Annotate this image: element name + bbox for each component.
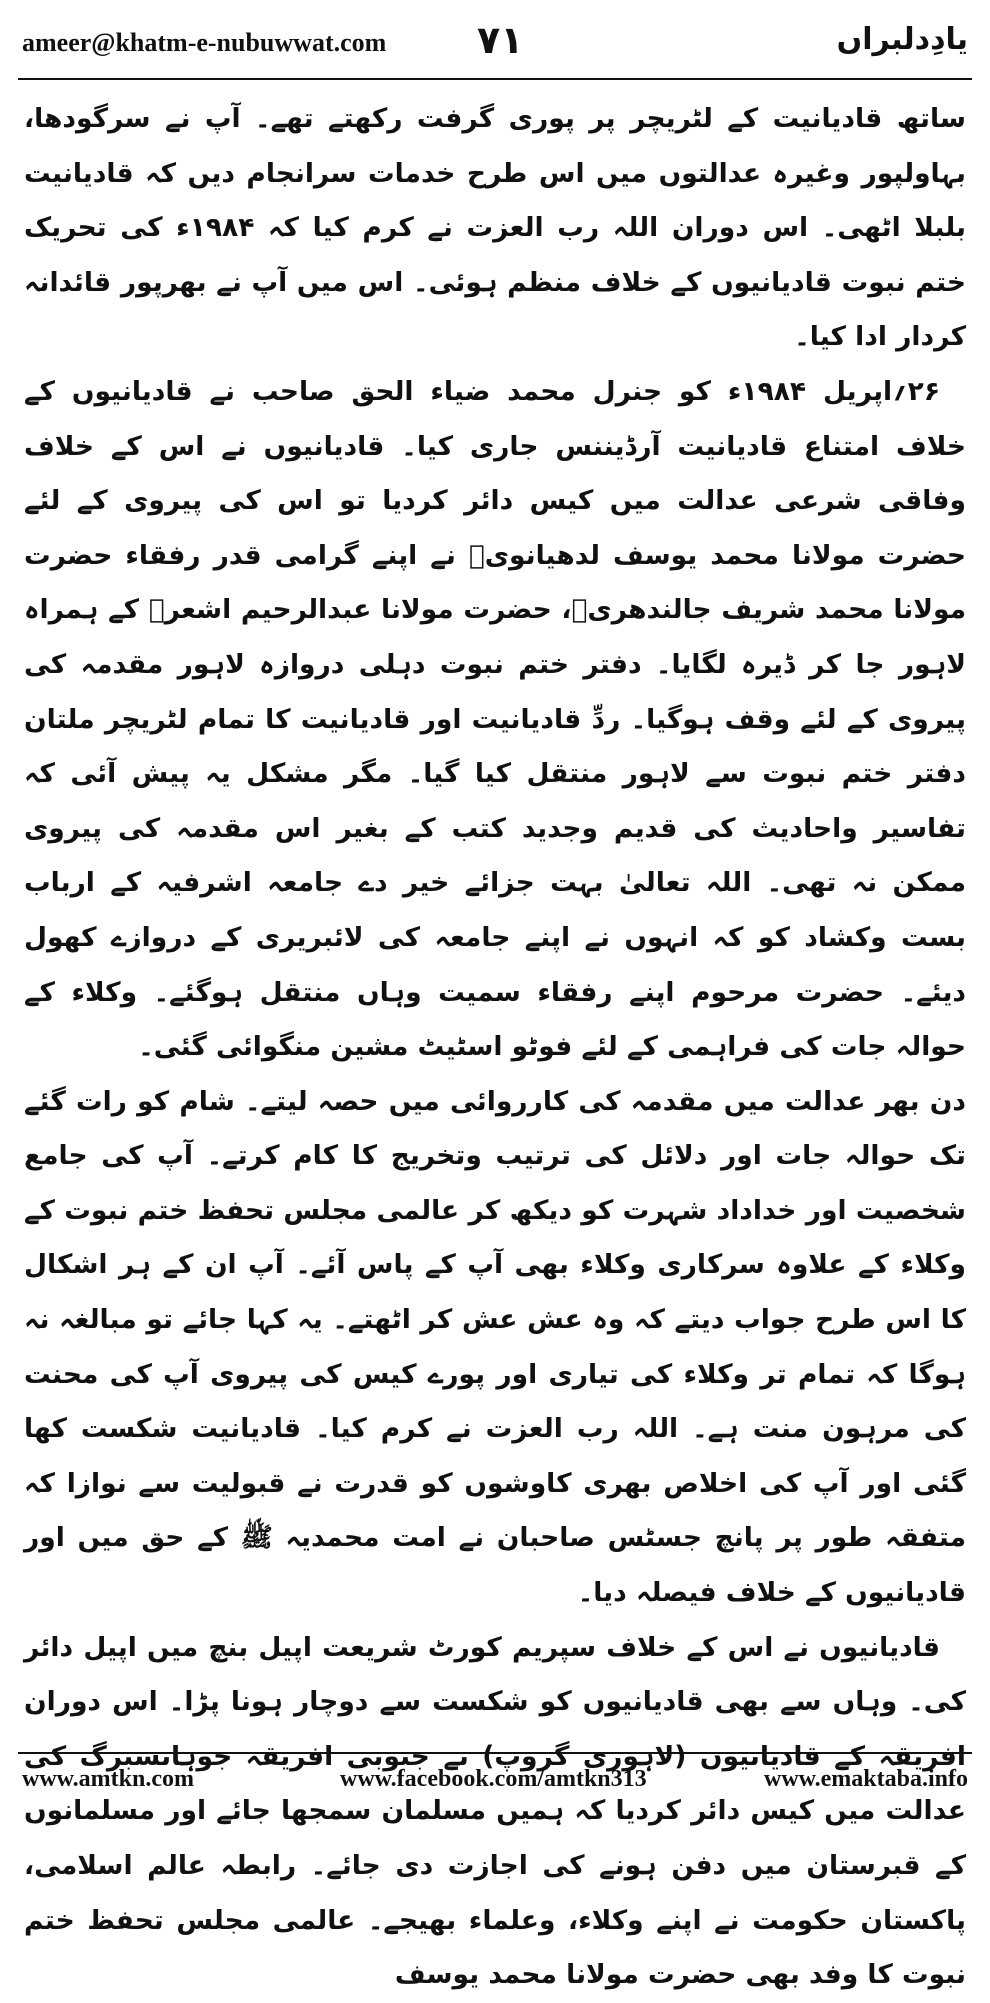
footer-url-center: www.facebook.com/amtkn313 [340, 1766, 647, 1792]
page-footer [22, 1764, 968, 1804]
header-divider [18, 78, 972, 80]
paragraph-1: ساتھ قادیانیت کے لٹریچر پر پوری گرفت رکھتے تھے۔ آپ نے سرگودھا، بہاولپور وغیرہ عدالتوں میں اس طرح خدمات سرانجام دیں کہ قادیانیت بلبلا اٹھی۔ اس دوران اللہ رب العزت نے کرم کیا کہ ۱۹۸۴ء کی تحریک ختم نبوت قادیانیوں کے خلاف منظم ہوئی۔ اس میں آپ نے بھرپور قائدانہ کردار ادا کیا۔ [24, 103, 966, 353]
paragraph-4: قادیانیوں نے اس کے خلاف سپریم کورٹ شریعت اپیل بنچ میں اپیل دائر کی۔ وہاں سے بھی قادیانیوں کو شکست سے دوچار ہونا پڑا۔ اس دوران افریقہ کے قادیانیوں (لاہوری گروپ) نے جنوبی افریقہ جوہانسبرگ کی عدالت میں کیس دائر کردیا کہ ہمیں مسلمان سمجھا جائے اور مسلمانوں کے قبرستان میں دفن ہونے کی اجازت دی جائے۔ رابطہ عالم اسلامی، پاکستان حکومت نے اپنے وکلاء، وعلماء بھیجے۔ عالمی مجلس تحفظ ختم نبوت کا وفد بھی حضرت مولانا محمد یوسف [24, 1631, 966, 1991]
paragraph-3: دن بھر عدالت میں مقدمہ کی کارروائی میں حصہ لیتے۔ شام کو رات گئے تک حوالہ جات اور دلائل کی ترتیب وتخریج کا کام کرتے۔ آپ کی جامع شخصیت اور خداداد شہرت کو دیکھ کر عالمی مجلس تحفظ ختم نبوت کے وکلاء کے علاوہ سرکاری وکلاء بھی آپ کے پاس آئے۔ آپ ان کے ہر اشکال کا اس طرح جواب دیتے کہ وہ عش عش کر اٹھتے۔ یہ کہا جائے تو مبالغہ نہ ہوگا کہ تمام تر وکلاء کی تیاری اور پورے کیس کی پیروی آپ کی محنت کی مرہون منت ہے۔ اللہ رب العزت نے کرم کیا۔ قادیانیت شکست کھا گئی اور آپ کی اخلاص بھری کاوشوں کو قدرت نے قبولیت سے نوازا کہ متفقہ طور پر پانچ جسٹس صاحبان نے امت محمدیہ ﷺ کے حق میں اور قادیانیوں کے خلاف فیصلہ دیا۔ [24, 1085, 966, 1609]
footer-divider [18, 1752, 972, 1754]
paragraph-2: ۲۶؍اپریل ۱۹۸۴ء کو جنرل محمد ضیاء الحق صاحب نے قادیانیوں کے خلاف امتناع قادیانیت آرڈیننس جاری کیا۔ قادیانیوں نے اس کے خلاف وفاقی شرعی عدالت میں کیس دائر کردیا تو اس کی پیروی کے لئے حضرت مولانا محمد یوسف لدھیانویؒ نے اپنے گرامی قدر رفقاء حضرت مولانا محمد شریف جالندھریؒ، حضرت مولانا عبدالرحیم اشعرؒ کے ہمراہ لاہور جا کر ڈیرہ لگایا۔ دفتر ختم نبوت دہلی دروازہ لاہور مقدمہ کی پیروی کے لئے وقف ہوگیا۔ ردِّ قادیانیت اور قادیانیت کا تمام لٹریچر ملتان دفتر ختم نبوت سے لاہور منتقل کیا گیا۔ مگر مشکل یہ پیش آئی کہ تفاسیر واحادیث کی قدیم وجدید کتب کے بغیر اس مقدمہ کی پیروی ممکن نہ تھی۔ اللہ تعالیٰ بہت جزائے خیر دے جامعہ اشرفیہ کے ارباب بست وکشاد کو کہ انہوں نے اپنے جامعہ کی لائبریری کے دروازے کھول دیئے۔ حضرت مرحوم اپنے رفقاء سمیت وہاں منتقل ہوگئے۔ وکلاء کے حوالہ جات کی فراہمی کے لئے فوٹو اسٹیٹ مشین منگوائی گئی۔ [24, 375, 966, 1063]
footer-url-left: www.amtkn.com [22, 1766, 194, 1792]
book-title: یادِدلبراں [836, 22, 968, 57]
footer-url-right: www.emaktaba.info [763, 1766, 968, 1792]
page-number: ۷۱ [477, 18, 524, 62]
header-email: ameer@khatm-e-nubuwwat.com [22, 28, 387, 57]
page-header [22, 18, 968, 70]
